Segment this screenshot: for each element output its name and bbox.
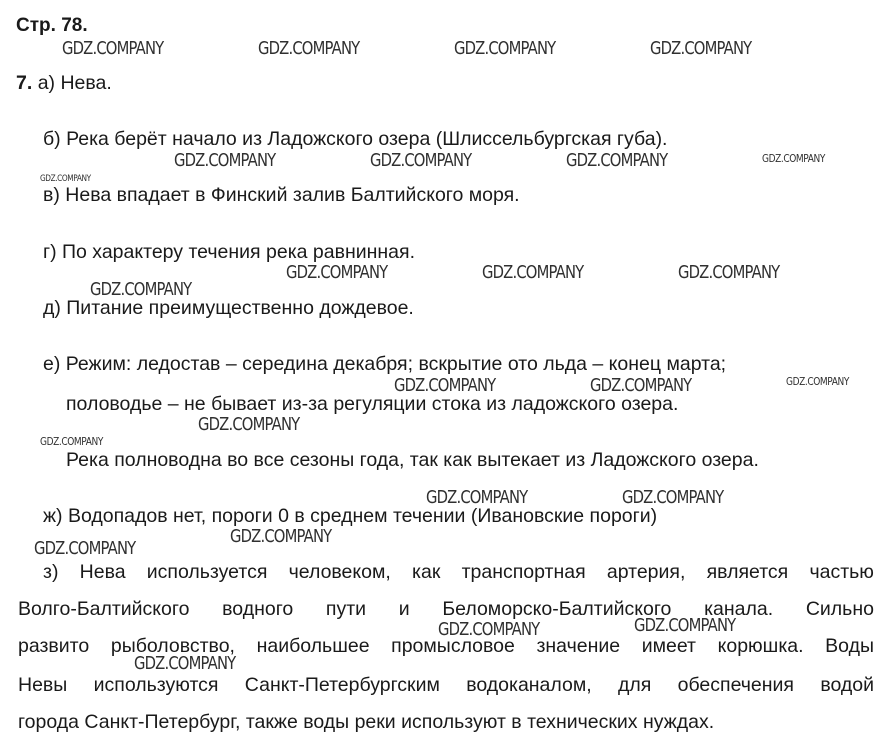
answer-z-word: Беломорско-Балтийского (442, 598, 672, 620)
answer-zh: ж) Водопадов нет, пороги 0 в среднем течении (Ивановские пороги) (43, 505, 658, 527)
watermark: GDZ.COMPANY (258, 38, 360, 59)
answer-a (16, 71, 112, 95)
answer-d: д) Питание преимущественно дождевое. (43, 297, 414, 319)
watermark: GDZ.COMPANY (394, 375, 496, 396)
answer-e-line1: е) Режим: ледостав – середина декабря; вскрытие ото льда – конец марта; (43, 353, 727, 375)
answer-b: б) Река берёт начало из Ладожского озера (Шлиссельбургская губа). (43, 128, 668, 150)
answer-z-word: транспортная (461, 561, 586, 583)
watermark: GDZ.COMPANY (566, 150, 668, 171)
answer-z-line4 (18, 673, 874, 697)
answer-z-word: Санкт-Петербургским (244, 674, 440, 696)
answer-z-word: водой (820, 674, 874, 696)
answer-g: г) По характеру течения река равнинная. (43, 241, 416, 263)
watermark: GDZ.COMPANY (370, 150, 472, 171)
answer-e-line3: Река полноводна во все сезоны года, так как вытекает из Ладожского озера. (66, 449, 759, 471)
answer-v: в) Нева впадает в Финский залив Балтийского моря. (43, 184, 520, 206)
watermark: GDZ.COMPANY (134, 653, 236, 674)
watermark: GDZ.COMPANY (34, 538, 136, 559)
answer-z-word: корюшка. (717, 635, 804, 657)
watermark: GDZ.COMPANY (40, 174, 91, 184)
watermark: GDZ.COMPANY (786, 375, 849, 388)
answer-z-word: наибольшее (256, 635, 370, 657)
answer-z-word: как (412, 561, 441, 583)
watermark: GDZ.COMPANY (426, 487, 528, 508)
answer-z-word: з) (43, 561, 59, 583)
watermark: GDZ.COMPANY (90, 279, 192, 300)
answer-z-word: Сильно (805, 598, 874, 620)
answer-z-word: частью (809, 561, 874, 583)
answer-z-word: артерия, (606, 561, 686, 583)
answer-z-word: канала. (704, 598, 774, 620)
task-number: 7. (16, 72, 33, 94)
answer-z-word: Нева (79, 561, 126, 583)
answer-z-word: для (617, 674, 652, 696)
watermark: GDZ.COMPANY (762, 152, 825, 165)
watermark: GDZ.COMPANY (650, 38, 752, 59)
answer-z-word: пути (325, 598, 367, 620)
watermark: GDZ.COMPANY (454, 38, 556, 59)
watermark: GDZ.COMPANY (230, 526, 332, 547)
watermark: GDZ.COMPANY (590, 375, 692, 396)
answer-z-word: рыболовство, (110, 635, 235, 657)
answer-z-word: является (706, 561, 789, 583)
answer-z-word: водного (222, 598, 294, 620)
watermark: GDZ.COMPANY (198, 414, 300, 435)
watermark: GDZ.COMPANY (678, 262, 780, 283)
answer-a-text: а) Нева. (37, 72, 112, 94)
answer-z-word: человеком, (288, 561, 391, 583)
watermark: GDZ.COMPANY (40, 435, 103, 448)
watermark: GDZ.COMPANY (622, 487, 724, 508)
watermark: GDZ.COMPANY (286, 262, 388, 283)
answer-z-word: имеет (641, 635, 696, 657)
answer-z-word: Невы (18, 674, 68, 696)
answer-z-word: и (398, 598, 410, 620)
watermark: GDZ.COMPANY (482, 262, 584, 283)
answer-e-line2: половодье – не бывает из-за регуляции стока из ладожского озера. (66, 393, 679, 415)
answer-z-line1 (43, 560, 874, 584)
answer-z-word: Воды (825, 635, 874, 657)
answer-z-word: значение (536, 635, 621, 657)
answer-z-word: используется (146, 561, 268, 583)
answer-z-word: обеспечения (677, 674, 794, 696)
answer-z-word: промысловое (391, 635, 515, 657)
watermark: GDZ.COMPANY (62, 38, 164, 59)
answer-z-word: водоканалом, (466, 674, 592, 696)
watermark: GDZ.COMPANY (174, 150, 276, 171)
answer-z-word: развито (18, 635, 90, 657)
answer-z-word: Волго-Балтийского (18, 598, 190, 620)
answer-z-line2 (18, 597, 874, 621)
page-header: Стр. 78. (16, 15, 88, 36)
answer-z-word: используются (93, 674, 219, 696)
watermark: GDZ.COMPANY (634, 615, 736, 636)
answer-z-line5: города Санкт-Петербург, также воды реки используют в технических нуждах. (18, 711, 715, 733)
watermark: GDZ.COMPANY (438, 619, 540, 640)
